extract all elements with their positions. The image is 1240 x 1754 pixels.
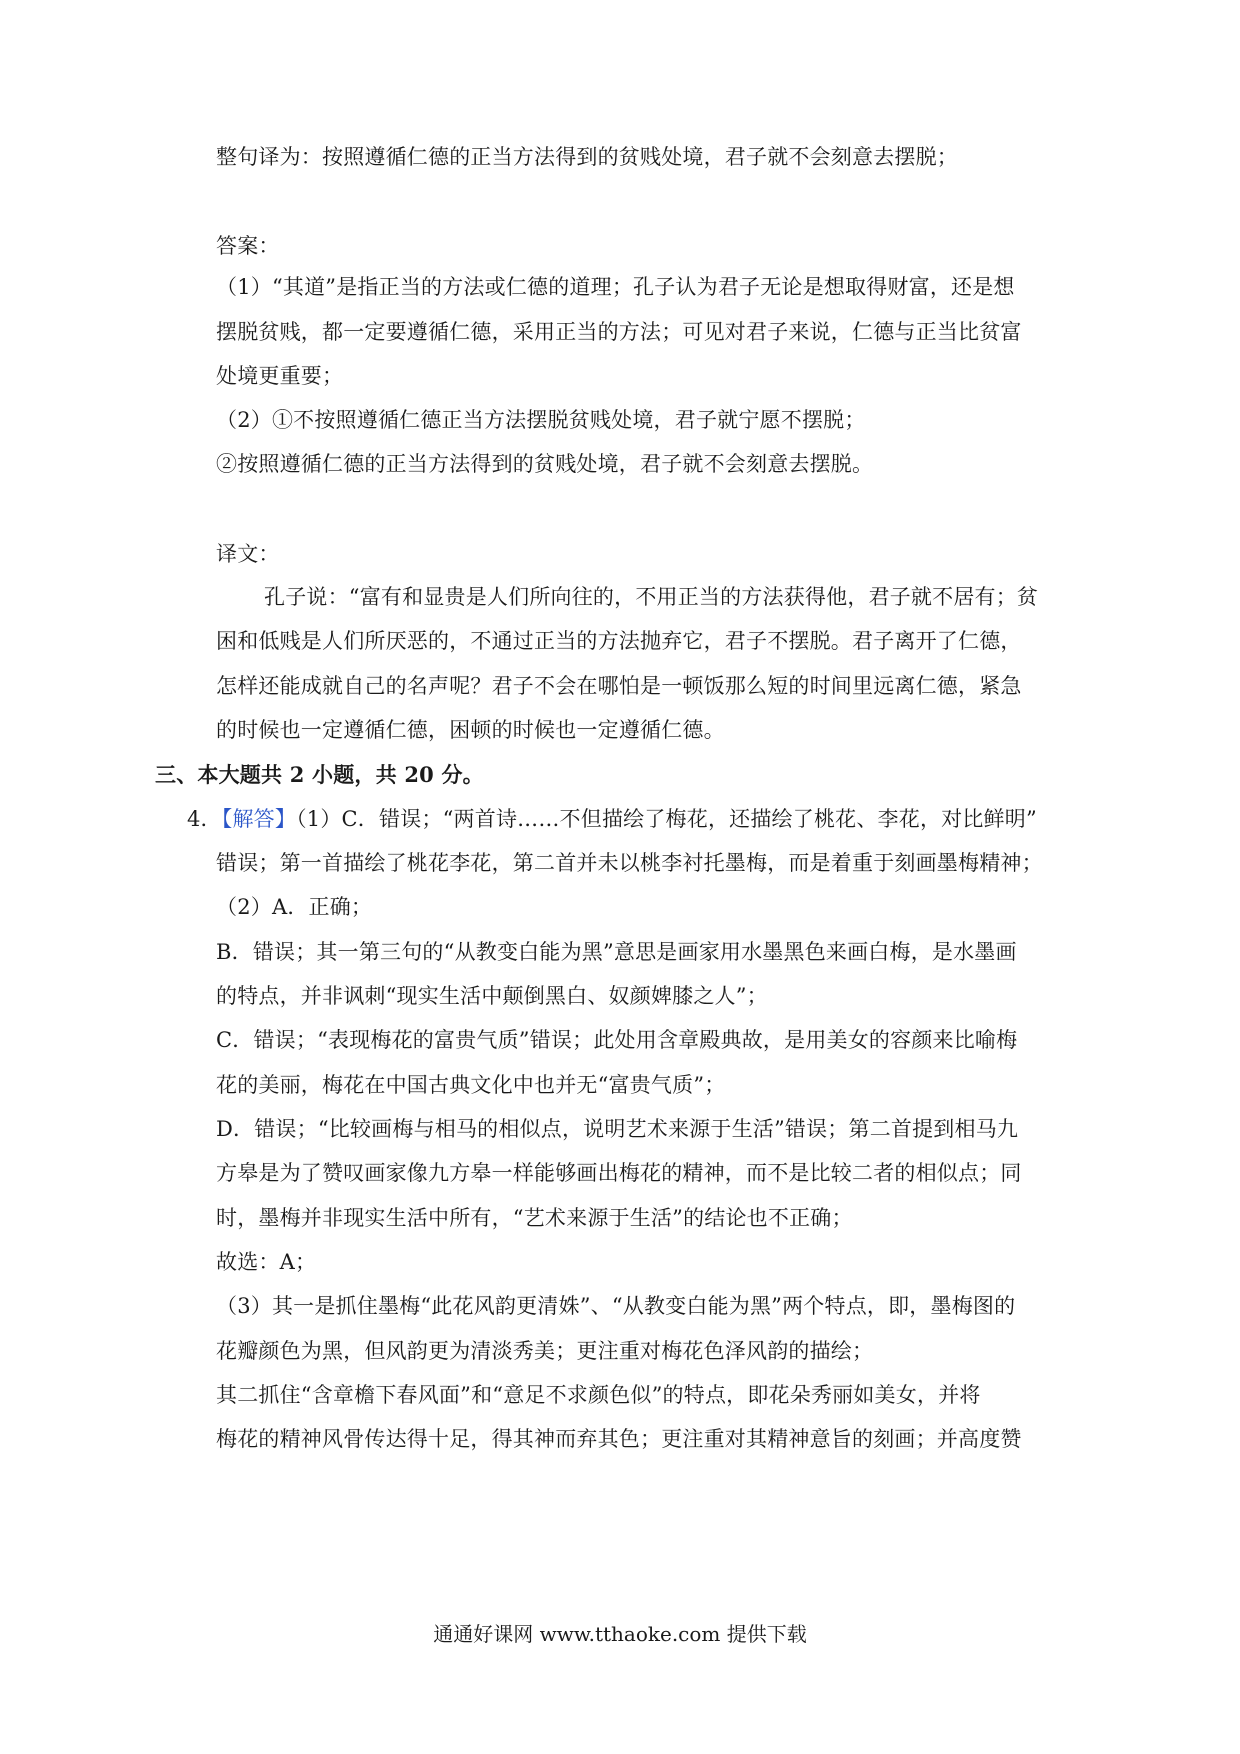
text-line: 其二抓住“含章檐下春风面”和“意足不求颜色似”的特点，即花朵秀丽如美女，并将: [216, 1383, 981, 1407]
text-line: 花的美丽，梅花在中国古典文化中也并无“富贵气质”；: [216, 1073, 726, 1097]
text-line: 怎样还能成就自己的名声呢？君子不会在哪怕是一顿饭那么短的时间里远离仁德，紧急: [216, 674, 1022, 698]
text-segment: （1）C．错误；“两首诗……不但描绘了梅花，还描绘了桃花、李花，对比鲜明”: [296, 807, 1037, 831]
answer-tag: 【解答】: [221, 807, 297, 831]
text-line: 困和低贱是人们所厌恶的，不通过正当的方法抛弃它，君子不摆脱。君子离开了仁德，: [216, 629, 1022, 653]
text-line: B．错误；其一第三句的“从教变白能为黑”意思是画家用水墨黑色来画白梅，是水墨画: [216, 940, 1017, 964]
text-line: 处境更重要；: [216, 364, 344, 388]
translation-label: 译文：: [216, 542, 280, 566]
answer-label: 答案：: [216, 234, 280, 258]
page-footer: 通通好课网 www.tthaoke.com 提供下载: [433, 1622, 807, 1646]
text-line: 花瓣颜色为黑，但风韵更为清淡秀美；更注重对梅花色泽风韵的描绘；: [216, 1339, 874, 1363]
text-line: 摆脱贫贱，都一定要遵循仁德，采用正当的方法；可见对君子来说，仁德与正当比贫富: [216, 320, 1022, 344]
text-line: 的时候也一定遵循仁德，困顿的时候也一定遵循仁德。: [216, 718, 725, 742]
text-line: 方皋是为了赞叹画家像九方皋一样能够画出梅花的精神，而不是比较二者的相似点；同: [216, 1161, 1022, 1185]
question-4-first-line: [187, 805, 1037, 833]
text-line: C．错误；“表现梅花的富贵气质”错误；此处用含章殿典故，是用美女的容颜来比喻梅: [216, 1028, 1018, 1052]
text-line: 的特点，并非讽刺“现实生活中颠倒黑白、奴颜婢膝之人”；: [216, 984, 768, 1008]
text-line: （1）“其道”是指正当的方法或仁德的道理；孔子认为君子无论是想取得财富，还是想: [216, 275, 1015, 299]
text-line: 整句译为：按照遵循仁德的正当方法得到的贫贱处境，君子就不会刻意去摆脱；: [216, 145, 958, 169]
text-line: D．错误；“比较画梅与相马的相似点，说明艺术来源于生活”错误；第二首提到相马九: [216, 1117, 1019, 1141]
question-number: 4．: [187, 807, 222, 831]
text-line: ②按照遵循仁德的正当方法得到的贫贱处境，君子就不会刻意去摆脱。: [216, 452, 874, 476]
text-line: 错误；第一首描绘了桃花李花，第二首并未以桃李衬托墨梅，而是着重于刻画墨梅精神；: [216, 851, 1043, 875]
text-line: 时，墨梅并非现实生活中所有，“艺术来源于生活”的结论也不正确；: [216, 1206, 853, 1230]
text-line: 故选：A；: [216, 1250, 317, 1274]
text-line: 梅花的精神风骨传达得十足，得其神而弃其色；更注重对其精神意旨的刻画；并高度赞: [216, 1427, 1022, 1451]
text-line: （2）①不按照遵循仁德正当方法摆脱贫贱处境，君子就宁愿不摆脱；: [216, 408, 866, 432]
text-line: （2）A．正确；: [216, 895, 373, 919]
section-heading: 三、本大题共 2 小题，共 20 分。: [155, 762, 484, 787]
text-line: （3）其一是抓住墨梅“此花风韵更清姝”、“从教变白能为黑”两个特点，即，墨梅图的: [216, 1294, 1016, 1318]
text-line: 孔子说：“富有和显贵是人们所向往的，不用正当的方法获得他，君子就不居有；贫: [264, 585, 1039, 609]
